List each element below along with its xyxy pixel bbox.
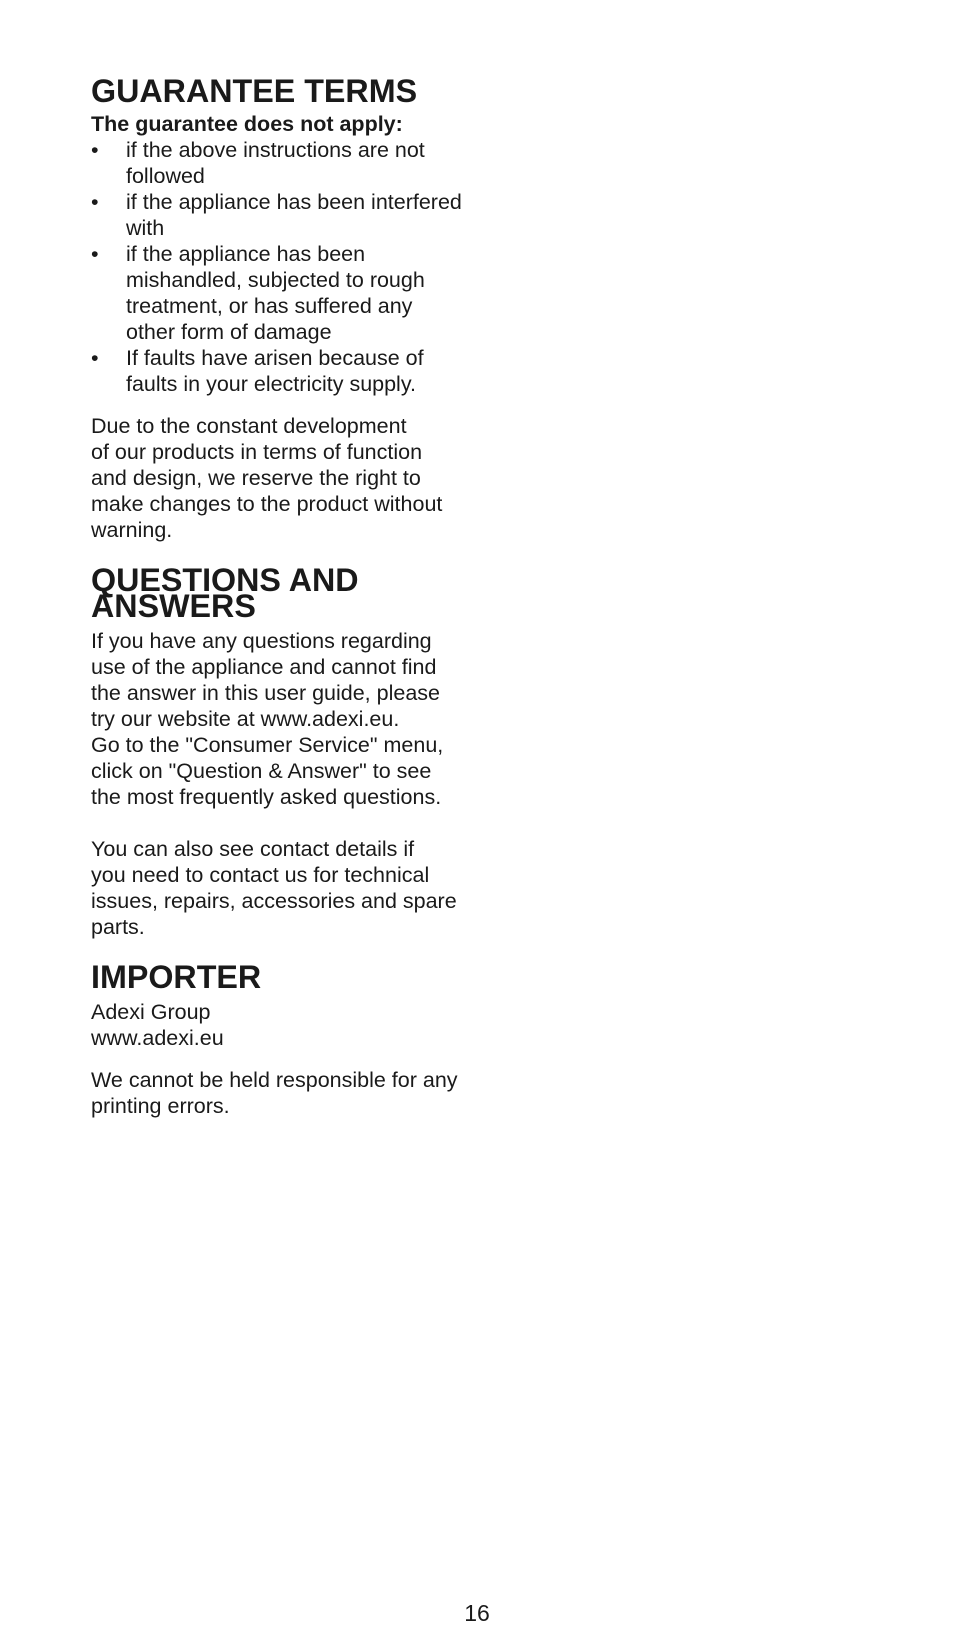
guarantee-exclusions-list	[91, 137, 481, 397]
list-item	[91, 241, 481, 345]
bullet-icon: •	[91, 346, 99, 370]
contact-details-paragraph: You can also see contact details if you need to contact us for technical issues, repairs, accessories and spare parts.	[91, 837, 457, 939]
printing-errors-disclaimer: We cannot be held responsible for any printing errors.	[91, 1068, 458, 1118]
questions-website-paragraph: If you have any questions regarding use of the appliance and cannot find the answer in this user guide, please try our website at www.adexi.eu. Go to the "Consumer Service" menu, click on "Question & Answer" to see the most frequently asked questions.	[91, 629, 444, 809]
list-item	[91, 345, 481, 397]
bullet-icon: •	[91, 190, 99, 214]
list-item-text: if the appliance has been interfered with	[126, 190, 462, 240]
list-item-text: If faults have arisen because of faults in your electricity supply.	[126, 346, 424, 396]
guarantee-terms-heading: GUARANTEE TERMS	[91, 73, 418, 109]
importer-company-info: Adexi Group www.adexi.eu	[91, 1000, 224, 1050]
page-content	[91, 73, 481, 1119]
guarantee-exclusions-subtitle: The guarantee does not apply:	[91, 112, 403, 136]
list-item-text: if the appliance has been mishandled, subjected to rough treatment, or has suffered any other form of damage	[126, 242, 425, 344]
page-number: 16	[464, 1600, 490, 1626]
list-item	[91, 189, 481, 241]
bullet-icon: •	[91, 242, 99, 266]
list-item	[91, 137, 481, 189]
list-item-text: if the above instructions are not followed	[126, 138, 425, 188]
product-development-paragraph: Due to the constant development of our products in terms of function and design, we reserve the right to make changes to the product without warning.	[91, 414, 443, 542]
importer-heading: IMPORTER	[91, 959, 262, 995]
questions-answers-heading: QUESTIONS AND ANSWERS	[91, 562, 359, 624]
bullet-icon: •	[91, 138, 99, 162]
